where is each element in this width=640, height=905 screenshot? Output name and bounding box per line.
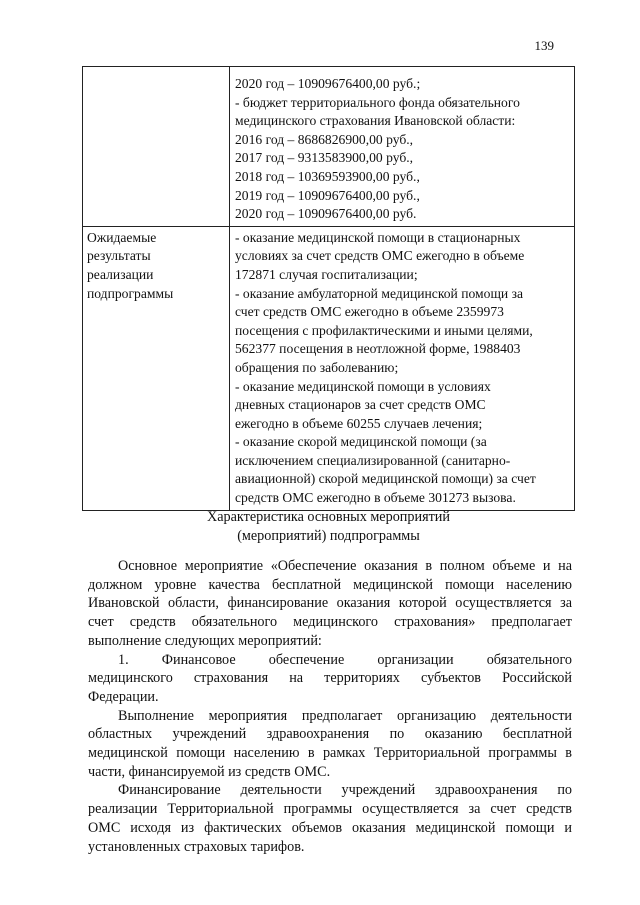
section-heading-line: (мероприятий) подпрограммы [237, 528, 420, 544]
financing-line: 2018 год – 10369593900,00 руб., [235, 168, 420, 184]
text-line: должном уровне качества бесплатной медицинской помощи населению [88, 576, 572, 593]
result-line: счет средств ОМС ежегодно в объеме 2359973 [235, 304, 504, 320]
text-line: ОМС исходя из фактических объемов оказания медицинской помощи и [88, 819, 572, 836]
financing-line: медицинского страхования Ивановской области: [235, 113, 516, 129]
label-line: Ожидаемые [87, 229, 157, 245]
body-text [88, 557, 572, 856]
result-line: условиях за счет средств ОМС ежегодно в объеме [235, 248, 525, 264]
financing-line: 2017 год – 9313583900,00 руб., [235, 150, 414, 166]
financing-line: 2020 год – 10909676400,00 руб. [235, 206, 417, 222]
result-line: авиационной) скорой медицинской помощи) за счет [235, 471, 536, 487]
result-line: - оказание медицинской помощи в условиях [235, 378, 491, 394]
text-line: реализации Территориальной программы осуществляется за счет средств [88, 801, 572, 818]
financing-line: 2020 год – 10909676400,00 руб.; [235, 76, 421, 91]
text-line: Финансирование деятельности учреждений здравоохранения по [118, 782, 572, 799]
text-line: части, финансируемой из средств ОМС. [88, 763, 331, 780]
page-number: 139 [534, 38, 554, 53]
financing-line: 2016 год – 8686826900,00 руб., [235, 131, 414, 147]
result-line: ежегодно в объеме 60255 случаев лечения; [235, 415, 483, 431]
result-line: посещения с профилактическими и иными целями, [235, 322, 533, 338]
section-heading [82, 508, 575, 546]
paragraph-implementation [88, 707, 572, 782]
subprogram-passport-table [82, 66, 575, 511]
text-line: областных учреждений здравоохранения по оказанию бесплатной [88, 726, 572, 743]
text-line: Федерации. [88, 688, 159, 705]
text-line: медицинского страхования на территориях субъектов Российской [88, 670, 572, 687]
result-line: - оказание амбулаторной медицинской помощи за [235, 285, 523, 301]
table-label-cell [83, 226, 230, 510]
text-line: 1. Финансовое обеспечение организации обязательного [118, 651, 572, 668]
table-row-expected-results [83, 226, 575, 510]
result-line: обращения по заболеванию; [235, 359, 399, 375]
table-content-cell [230, 226, 575, 510]
text-line: Основное мероприятие «Обеспечение оказания в полном объеме и на [118, 558, 572, 574]
result-line: - оказание медицинской помощи в стационарных [235, 229, 521, 245]
text-line: счет средств обязательного медицинского страхования» предполагает [88, 614, 572, 631]
text-line: Выполнение мероприятия предполагает организацию деятельности [118, 707, 572, 724]
result-line: 562377 посещения в неотложной форме, 1988403 [235, 341, 521, 357]
result-line: средств ОМС ежегодно в объеме 301273 вызова. [235, 490, 516, 506]
text-line: Ивановской области, финансирование оказания которой осуществляется за [88, 595, 572, 612]
label-line: реализации [87, 266, 154, 282]
section-heading-line: Характеристика основных мероприятий [207, 509, 450, 525]
result-line: исключением специализированной (санитарно- [235, 452, 511, 468]
table-label-cell [83, 67, 230, 227]
result-line: 172871 случая госпитализации; [235, 266, 418, 282]
financing-line: - бюджет территориального фонда обязательного [235, 94, 520, 110]
financing-line: 2019 год – 10909676400,00 руб., [235, 187, 420, 203]
label-line: результаты [87, 248, 151, 264]
text-line: установленных страховых тарифов. [88, 838, 305, 855]
result-line: дневных стационаров за счет средств ОМС [235, 397, 486, 413]
paragraph-item-1 [88, 651, 572, 707]
result-line: - оказание скорой медицинской помощи (за [235, 434, 487, 450]
table-content-cell [230, 67, 575, 227]
text-line: выполнение следующих мероприятий: [88, 632, 322, 649]
label-line: подпрограммы [87, 285, 174, 301]
text-line: медицинской помощи населению в рамках Территориальной программы в [88, 745, 572, 762]
table-row-financing [83, 67, 575, 227]
paragraph-financing [88, 781, 572, 856]
paragraph-main-activity [88, 557, 572, 651]
